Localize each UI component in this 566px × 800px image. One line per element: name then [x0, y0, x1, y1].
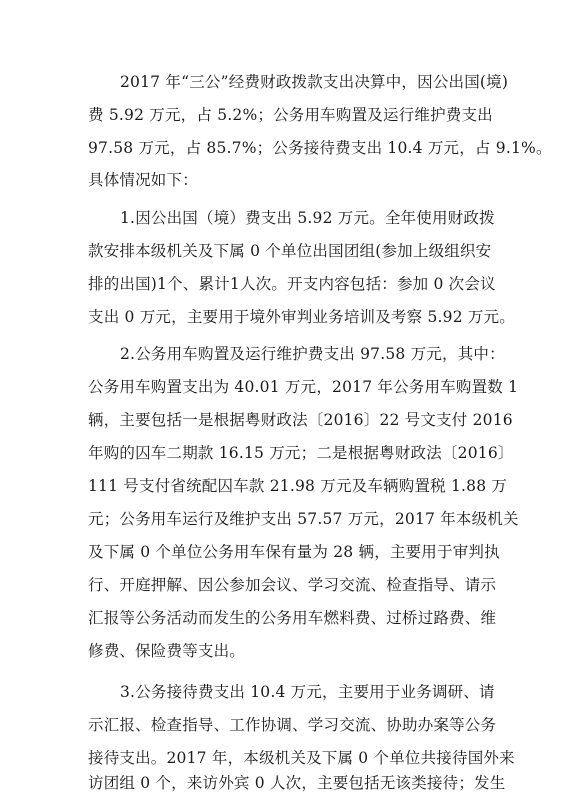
paragraph-2-line-2: 款安排本级机关及下属 0 个单位出国团组(参加上级组织安 — [88, 242, 492, 260]
paragraph-2-line-1: 1.因公出国（境）费支出 5.92 万元。全年使用财政拨 — [120, 209, 495, 227]
paragraph-3-line-1: 2.公务用车购置及运行维护费支出 97.58 万元，其中： — [120, 345, 505, 363]
paragraph-4-line-3: 接待支出。2017 年，本级机关及下属 0 个单位共接待国外来 — [88, 749, 515, 767]
paragraph-3-line-6: 元；公务用车运行及维护支出 57.57 万元，2017 年本级机关 — [88, 510, 519, 528]
paragraph-3-line-10: 修费、保险费等支出。 — [88, 642, 246, 660]
paragraph-2-line-3: 排的出国)1个、累计1人次。开支内容包括：参加 0 次会议 — [88, 275, 496, 293]
paragraph-4-line-4: 访团组 0 个，来访外宾 0 人次，主要包括无该类接待；发生 — [88, 774, 506, 792]
paragraph-4-line-2: 示汇报、检查指导、工作协调、学习交流、协助办案等公务 — [88, 716, 497, 734]
paragraph-2-line-4: 支出 0 万元，主要用于境外审判业务培训及考察 5.92 万元。 — [88, 308, 515, 326]
paragraph-3-line-4: 年购的囚车二期款 16.15 万元；二是根据粤财政法〔2016〕 — [88, 444, 514, 462]
paragraph-1-line-3: 97.58 万元，占 85.7%；公务接待费支出 10.4 万元，占 9.1%。 — [88, 139, 552, 157]
paragraph-1-line-1: 2017 年“三公”经费财政拨款支出决算中，因公出国(境) — [120, 73, 509, 91]
paragraph-1-line-4: 具体情况如下： — [88, 171, 198, 189]
paragraph-4-line-1: 3.公务接待费支出 10.4 万元，主要用于业务调研、请 — [120, 683, 495, 701]
paragraph-3-line-7: 及下属 0 个单位公务用车保有量为 28 辆，主要用于审判执 — [88, 543, 500, 561]
paragraph-3-line-9: 汇报等公务活动而发生的公务用车燃料费、过桥过路费、维 — [88, 609, 497, 627]
paragraph-3-line-2: 公务用车购置支出为 40.01 万元，2017 年公务用车购置数 1 — [88, 378, 519, 396]
paragraph-3-line-8: 行、开庭押解、因公参加会议、学习交流、检查指导、请示 — [88, 576, 497, 594]
paragraph-3-line-5: 111 号支付省统配囚车款 21.98 万元及车辆购置税 1.88 万 — [88, 477, 508, 495]
paragraph-3-line-3: 辆，主要包括一是根据粤财政法〔2016〕22 号文支付 2016 — [88, 411, 513, 429]
paragraph-1-line-2: 费 5.92 万元，占 5.2%；公务用车购置及运行维护费支出 — [88, 106, 493, 124]
